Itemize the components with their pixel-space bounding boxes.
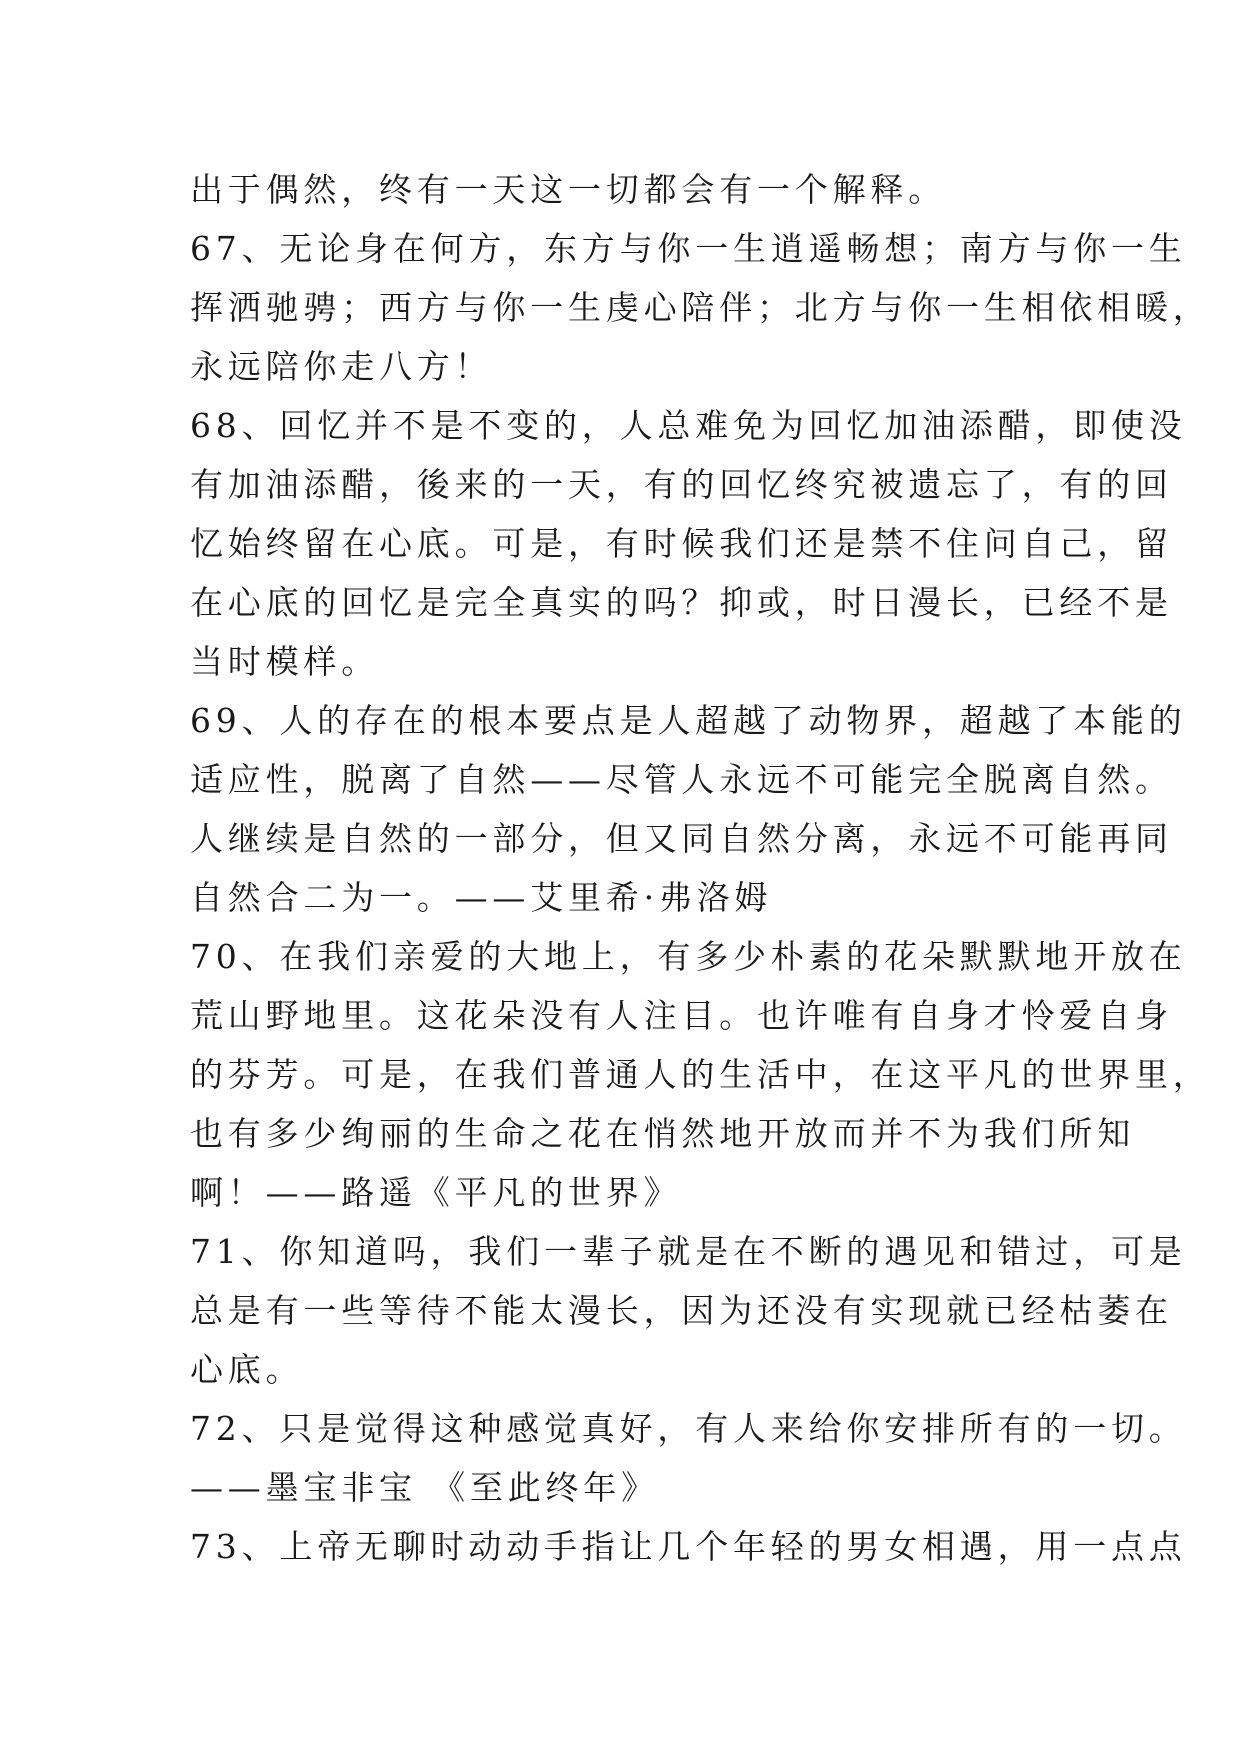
text-line: 啊！——路遥《平凡的世界》: [190, 1173, 682, 1212]
text-line: 出于偶然，终有一天这一切都会有一个解释。: [190, 170, 946, 209]
text-line: 71、你知道吗，我们一辈子就是在不断的遇见和错过，可是: [190, 1232, 1187, 1271]
text-line: 在心底的回忆是完全真实的吗？抑或，时日漫长，已经不是: [190, 583, 1173, 622]
text-line: 忆始终留在心底。可是，有时候我们还是禁不住问自己，留: [190, 524, 1173, 563]
text-line: 67、无论身在何方，东方与你一生逍遥畅想；南方与你一生: [190, 229, 1187, 268]
text-line: 当时模样。: [190, 642, 379, 681]
text-line: 永远陪你走八方！: [190, 347, 493, 386]
text-line: ——墨宝非宝 《至此终年》: [190, 1468, 659, 1507]
text-line: 荒山野地里。这花朵没有人注目。也许唯有自身才怜爱自身: [190, 996, 1173, 1035]
text-line: 73、上帝无聊时动动手指让几个年轻的男女相遇，用一点点: [190, 1527, 1187, 1566]
text-line: 心底。: [190, 1350, 304, 1389]
text-line: 人继续是自然的一部分，但又同自然分离，永远不可能再同: [190, 819, 1173, 858]
text-line: 的芬芳。可是，在我们普通人的生活中，在这平凡的世界里，: [190, 1055, 1211, 1094]
body-text: [190, 160, 1211, 1576]
text-line: 总是有一些等待不能太漫长，因为还没有实现就已经枯萎在: [190, 1291, 1173, 1330]
text-line: 70、在我们亲爱的大地上，有多少朴素的花朵默默地开放在: [190, 937, 1187, 976]
text-line: 挥洒驰骋；西方与你一生虔心陪伴；北方与你一生相依相暖，: [190, 288, 1211, 327]
text-line: 也有多少绚丽的生命之花在悄然地开放而并不为我们所知: [190, 1114, 1135, 1153]
text-line: 72、只是觉得这种感觉真好，有人来给你安排所有的一切。: [190, 1409, 1187, 1448]
text-line: 有加油添醋，後来的一天，有的回忆终究被遗忘了，有的回: [190, 465, 1173, 504]
text-line: 自然合二为一。——艾里希·弗洛姆: [190, 878, 773, 917]
text-line: 68、回忆并不是不变的，人总难免为回忆加油添醋，即使没: [190, 406, 1187, 445]
text-line: 69、人的存在的根本要点是人超越了动物界，超越了本能的: [190, 701, 1187, 740]
text-line: 适应性，脱离了自然——尽管人永远不可能完全脱离自然。: [190, 760, 1173, 799]
